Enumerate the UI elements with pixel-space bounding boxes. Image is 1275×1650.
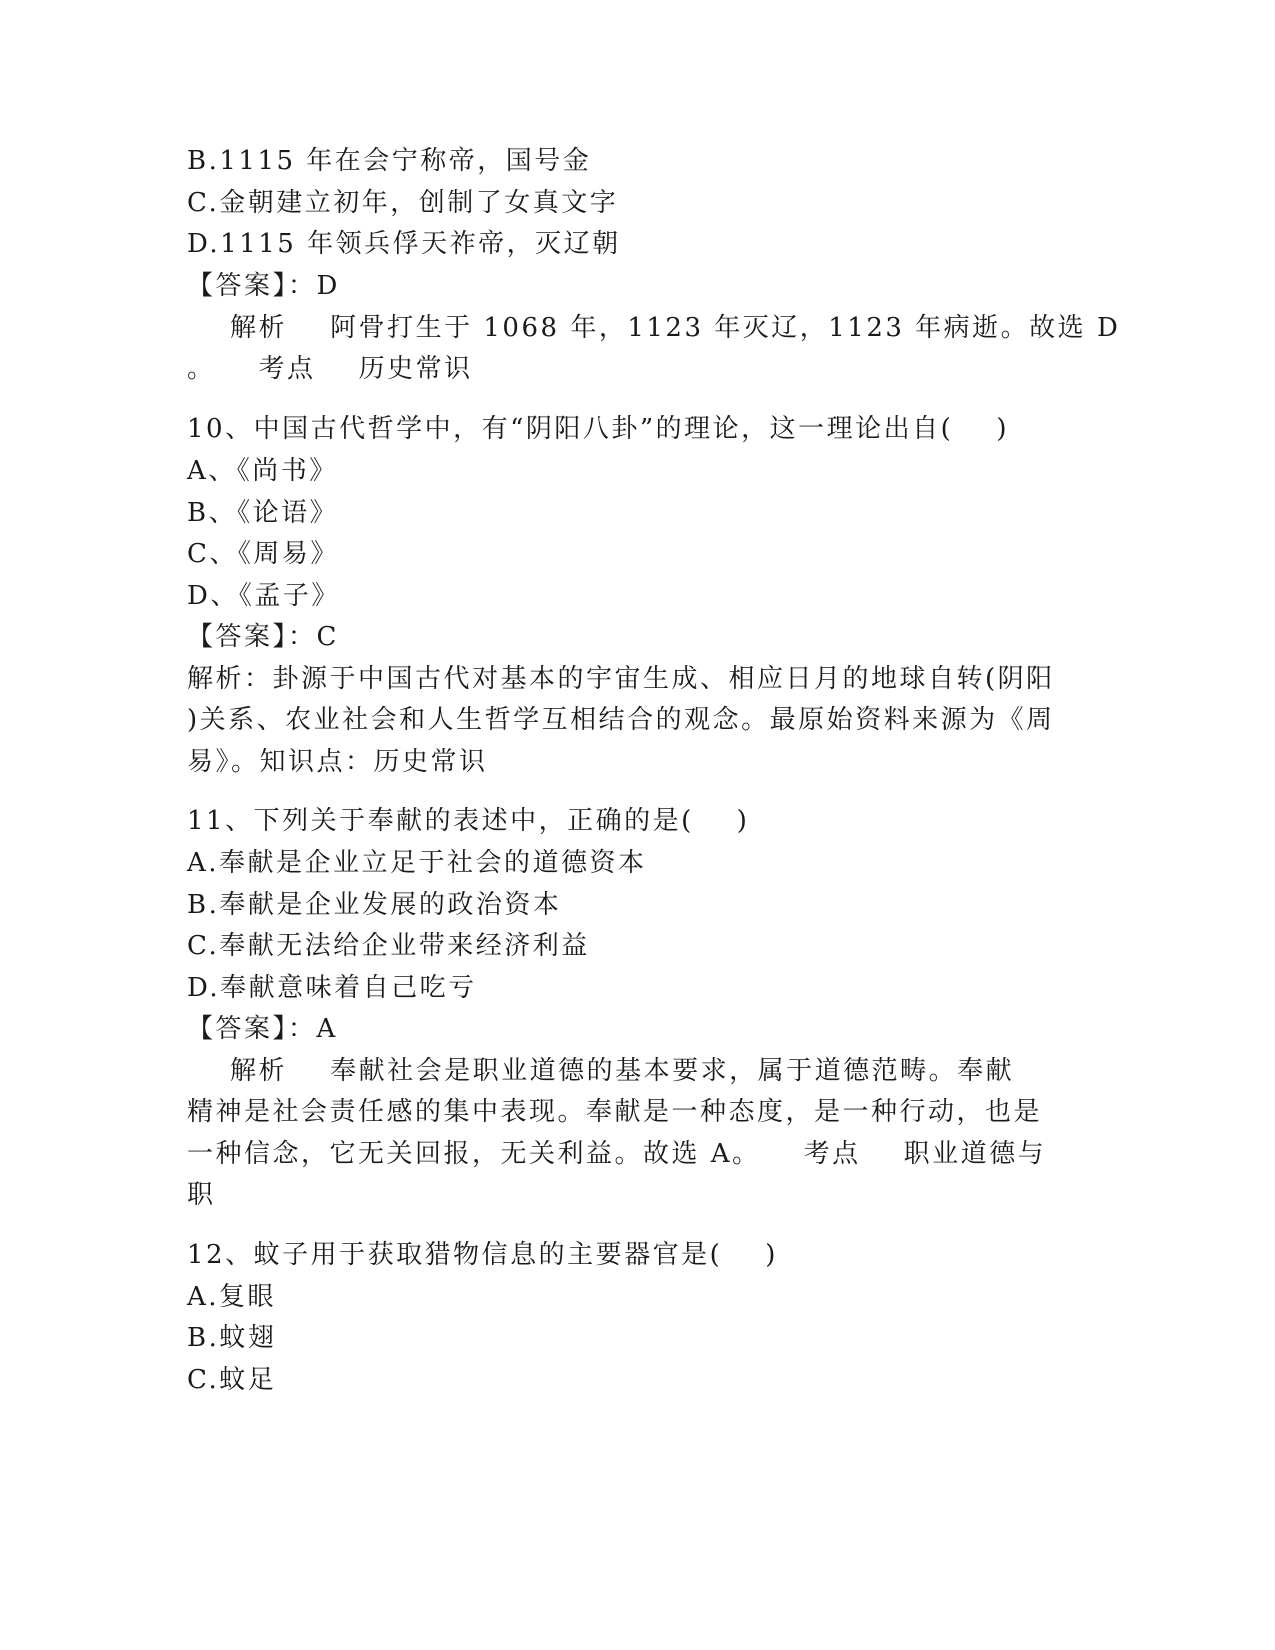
- q11-option-c: C.奉献无法给企业带来经济利益: [187, 931, 590, 961]
- q12-option-b: B.蚊翅: [187, 1323, 277, 1353]
- q9-explanation-line-2: 。 考点 历史常识: [187, 354, 473, 384]
- q10-answer: 【答案】：C: [187, 622, 339, 652]
- q10-option-b: B、《论语》: [187, 498, 339, 528]
- q9-option-d: D.1115 年领兵俘天祚帝，灭辽朝: [187, 229, 621, 259]
- q10-option-a: A、《尚书》: [187, 456, 338, 486]
- q11-explanation-line-1: 解析 奉献社会是职业道德的基本要求，属于道德范畴。奉献: [187, 1056, 1015, 1086]
- q12-option-a: A.复眼: [187, 1282, 277, 1312]
- q11-option-b: B.奉献是企业发展的政治资本: [187, 890, 562, 920]
- q10-question: 10、中国古代哲学中，有“阴阳八卦”的理论，这一理论出自( ): [187, 414, 1010, 444]
- q12-question: 12、蚊子用于获取猎物信息的主要器官是( ): [187, 1240, 778, 1270]
- q9-option-c: C.金朝建立初年，创制了女真文字: [187, 188, 619, 218]
- q9-explanation-line-1: 解析 阿骨打生于 1068 年，1123 年灭辽，1123 年病逝。故选 D: [187, 313, 1121, 343]
- q12-option-c: C.蚊足: [187, 1365, 277, 1395]
- q10-option-d: D、《孟子》: [187, 581, 340, 611]
- q11-answer: 【答案】：A: [187, 1014, 338, 1044]
- q11-explanation-line-4: 职: [187, 1180, 216, 1210]
- q9-answer: 【答案】：D: [187, 271, 340, 301]
- q11-option-a: A.奉献是企业立足于社会的道德资本: [187, 848, 647, 878]
- q10-explanation-line-1: 解析：卦源于中国古代对基本的宇宙生成、相应日月的地球自转(阴阳: [187, 664, 1055, 694]
- q10-option-c: C、《周易》: [187, 539, 339, 569]
- q11-option-d: D.奉献意味着自己吃亏: [187, 973, 477, 1003]
- q10-explanation-line-3: 易》。知识点：历史常识: [187, 747, 488, 777]
- q11-question: 11、下列关于奉献的表述中，正确的是( ): [187, 806, 750, 836]
- q10-explanation-line-2: )关系、农业社会和人生哲学互相结合的观念。最原始资料来源为《周: [187, 705, 1055, 735]
- q11-explanation-line-2: 精神是社会责任感的集中表现。奉献是一种态度，是一种行动，也是: [187, 1097, 1043, 1127]
- q9-option-b: B.1115 年在会宁称帝，国号金: [187, 146, 592, 176]
- q11-explanation-line-3: 一种信念，它无关回报，无关利益。故选 A。 考点 职业道德与: [187, 1139, 1047, 1169]
